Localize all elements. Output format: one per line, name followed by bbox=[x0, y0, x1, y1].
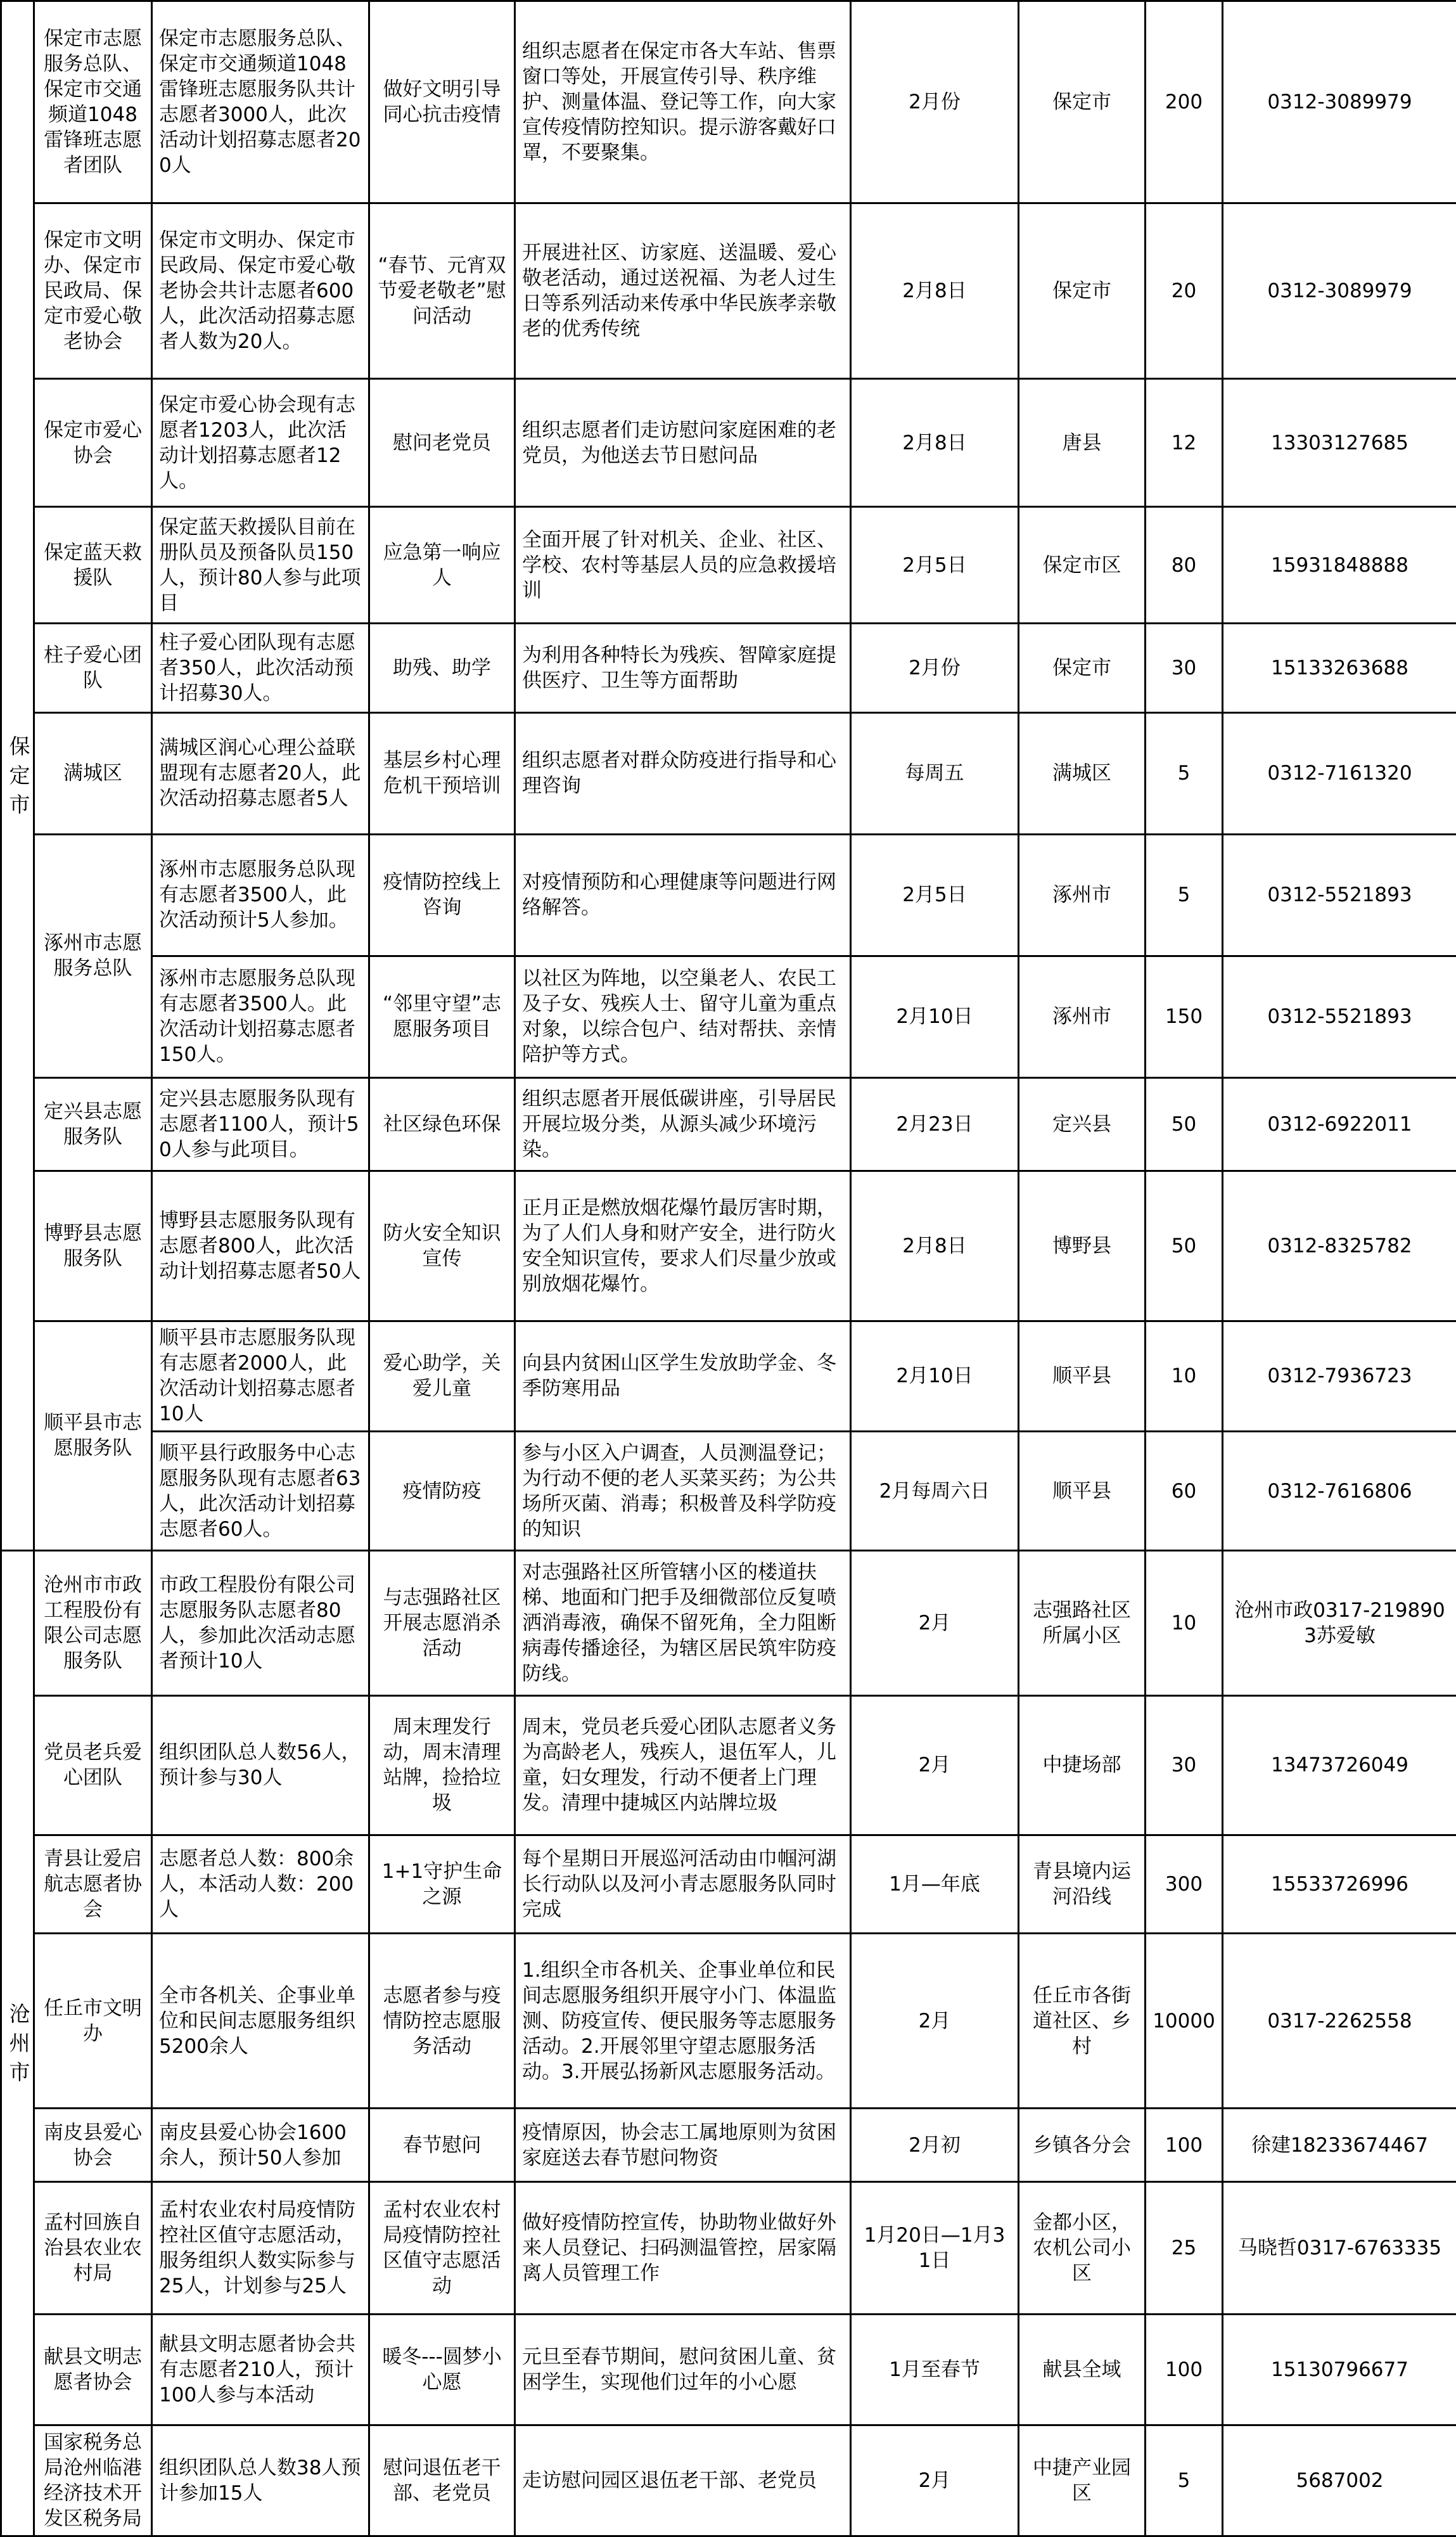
scale-cell: 保定蓝天救援队目前在册队员及预备队员150人，预计80人参与此项目 bbox=[152, 507, 369, 624]
scale-cell: 全市各机关、企事业单位和民间志愿服务组织5200余人 bbox=[152, 1934, 369, 2109]
table-row bbox=[1, 1432, 1456, 1551]
count-cell: 80 bbox=[1146, 507, 1223, 624]
table-row bbox=[1, 624, 1456, 713]
organization-cell: 定兴县志愿服务队 bbox=[34, 1077, 152, 1171]
place-cell: 献县全域 bbox=[1019, 2314, 1146, 2425]
place-cell: 涿州市 bbox=[1019, 956, 1146, 1077]
contact-cell: 0317-2262558 bbox=[1223, 1934, 1456, 2109]
scale-cell: 柱子爱心团队现有志愿者350人，此次活动预计招募30人。 bbox=[152, 624, 369, 713]
region-cell bbox=[1, 1, 34, 1551]
place-cell: 保定市区 bbox=[1019, 507, 1146, 624]
count-cell: 100 bbox=[1146, 2314, 1223, 2425]
project-cell: “邻里守望”志愿服务项目 bbox=[369, 956, 515, 1077]
count-cell: 20 bbox=[1146, 203, 1223, 379]
project-cell: 慰问退伍老干部、老党员 bbox=[369, 2425, 515, 2536]
place-cell: 涿州市 bbox=[1019, 834, 1146, 956]
place-cell: 乡镇各分会 bbox=[1019, 2109, 1146, 2182]
time-cell: 2月份 bbox=[851, 1, 1019, 203]
organization-cell: 南皮县爱心协会 bbox=[34, 2109, 152, 2182]
project-cell: 社区绿色环保 bbox=[369, 1077, 515, 1171]
time-cell: 2月每周六日 bbox=[851, 1432, 1019, 1551]
scale-cell: 涿州市志愿服务总队现有志愿者3500人。此次活动计划招募志愿者150人。 bbox=[152, 956, 369, 1077]
content-cell: 每个星期日开展巡河活动由巾帼河湖长行动队以及河小青志愿服务队同时完成 bbox=[515, 1835, 851, 1934]
project-cell: 孟村农业农村局疫情防控社区值守志愿活动 bbox=[369, 2182, 515, 2314]
contact-cell: 0312-5521893 bbox=[1223, 834, 1456, 956]
region-label: 保定市 bbox=[9, 734, 30, 817]
project-cell: 助残、助学 bbox=[369, 624, 515, 713]
time-cell: 2月 bbox=[851, 1695, 1019, 1835]
project-cell: 春节慰问 bbox=[369, 2109, 515, 2182]
place-cell: 志强路社区所属小区 bbox=[1019, 1551, 1146, 1696]
scale-cell: 组织团队总人数56人，预计参与30人 bbox=[152, 1695, 369, 1835]
table-row bbox=[1, 1171, 1456, 1321]
contact-cell: 0312-3089979 bbox=[1223, 1, 1456, 203]
organization-cell: 满城区 bbox=[34, 712, 152, 834]
organization-cell: 青县让爱启航志愿者协会 bbox=[34, 1835, 152, 1934]
organization-cell: 孟村回族自治县农业农村局 bbox=[34, 2182, 152, 2314]
project-cell: 疫情防控线上咨询 bbox=[369, 834, 515, 956]
place-cell: 金都小区，农机公司小区 bbox=[1019, 2182, 1146, 2314]
organization-cell: 国家税务总局沧州临港经济技术开发区税务局 bbox=[34, 2425, 152, 2536]
place-cell: 中捷产业园区 bbox=[1019, 2425, 1146, 2536]
time-cell: 2月10日 bbox=[851, 956, 1019, 1077]
content-cell: 参与小区入户调查，人员测温登记；为行动不便的老人买菜买药；为公共场所灭菌、消毒；积极普及科学防疫的知识 bbox=[515, 1432, 851, 1551]
scale-cell: 博野县志愿服务队现有志愿者800人，此次活动计划招募志愿者50人 bbox=[152, 1171, 369, 1321]
scale-cell: 南皮县爱心协会1600余人，预计50人参加 bbox=[152, 2109, 369, 2182]
contact-cell: 0312-7616806 bbox=[1223, 1432, 1456, 1551]
table-row bbox=[1, 507, 1456, 624]
organization-cell: 保定市爱心协会 bbox=[34, 379, 152, 507]
table-row bbox=[1, 2425, 1456, 2536]
time-cell: 1月至春节 bbox=[851, 2314, 1019, 2425]
time-cell: 2月 bbox=[851, 1934, 1019, 2109]
place-cell: 保定市 bbox=[1019, 1, 1146, 203]
place-cell: 博野县 bbox=[1019, 1171, 1146, 1321]
organization-cell: 献县文明志愿者协会 bbox=[34, 2314, 152, 2425]
count-cell: 30 bbox=[1146, 1695, 1223, 1835]
place-cell: 任丘市各街道社区、乡村 bbox=[1019, 1934, 1146, 2109]
place-cell: 中捷场部 bbox=[1019, 1695, 1146, 1835]
contact-cell: 15533726996 bbox=[1223, 1835, 1456, 1934]
organization-cell: 柱子爱心团队 bbox=[34, 624, 152, 713]
project-cell: 疫情防疫 bbox=[369, 1432, 515, 1551]
table-row bbox=[1, 2182, 1456, 2314]
project-cell: 暖冬---圆梦小心愿 bbox=[369, 2314, 515, 2425]
table-row bbox=[1, 1077, 1456, 1171]
content-cell: 组织志愿者对群众防疫进行指导和心理咨询 bbox=[515, 712, 851, 834]
contact-cell: 沧州市政0317-2198903苏爱敏 bbox=[1223, 1551, 1456, 1696]
scale-cell: 保定市文明办、保定市民政局、保定市爱心敬老协会共计志愿者600人，此次活动招募志愿者人数为20人。 bbox=[152, 203, 369, 379]
count-cell: 5 bbox=[1146, 2425, 1223, 2536]
contact-cell: 0312-6922011 bbox=[1223, 1077, 1456, 1171]
contact-cell: 15931848888 bbox=[1223, 507, 1456, 624]
project-cell: “春节、元宵双节爱老敬老”慰问活动 bbox=[369, 203, 515, 379]
count-cell: 10 bbox=[1146, 1321, 1223, 1432]
scale-cell: 志愿者总人数：800余人，本活动人数：200人 bbox=[152, 1835, 369, 1934]
content-cell: 开展进社区、访家庭、送温暖、爱心敬老活动，通过送祝福、为老人过生日等系列活动来传承中华民族孝亲敬老的优秀传统 bbox=[515, 203, 851, 379]
time-cell: 2月 bbox=[851, 2425, 1019, 2536]
table-row bbox=[1, 712, 1456, 834]
scale-cell: 献县文明志愿者协会共有志愿者210人，预计100人参与本活动 bbox=[152, 2314, 369, 2425]
table-body bbox=[1, 1, 1456, 2536]
organization-cell: 保定市文明办、保定市民政局、保定市爱心敬老协会 bbox=[34, 203, 152, 379]
time-cell: 2月初 bbox=[851, 2109, 1019, 2182]
scale-cell: 保定市志愿服务总队、保定市交通频道1048雷锋班志愿服务队共计志愿者3000人，此次活动计划招募志愿者200人 bbox=[152, 1, 369, 203]
time-cell: 2月 bbox=[851, 1551, 1019, 1696]
place-cell: 唐县 bbox=[1019, 379, 1146, 507]
content-cell: 以社区为阵地，以空巢老人、农民工及子女、残疾人士、留守儿童为重点对象，以综合包户、结对帮扶、亲情陪护等方式。 bbox=[515, 956, 851, 1077]
scale-cell: 涿州市志愿服务总队现有志愿者3500人，此次活动预计5人参加。 bbox=[152, 834, 369, 956]
table-row bbox=[1, 2109, 1456, 2182]
organization-cell: 顺平县市志愿服务队 bbox=[34, 1321, 152, 1550]
project-cell: 1+1守护生命之源 bbox=[369, 1835, 515, 1934]
contact-cell: 徐建18233674467 bbox=[1223, 2109, 1456, 2182]
place-cell: 保定市 bbox=[1019, 624, 1146, 713]
count-cell: 30 bbox=[1146, 624, 1223, 713]
content-cell: 向县内贫困山区学生发放助学金、冬季防寒用品 bbox=[515, 1321, 851, 1432]
count-cell: 12 bbox=[1146, 379, 1223, 507]
count-cell: 60 bbox=[1146, 1432, 1223, 1551]
table-row bbox=[1, 2314, 1456, 2425]
organization-cell: 保定蓝天救援队 bbox=[34, 507, 152, 624]
region-label: 沧州市 bbox=[9, 2001, 30, 2084]
organization-cell: 沧州市市政工程股份有限公司志愿服务队 bbox=[34, 1551, 152, 1696]
content-cell: 疫情原因，协会志工属地原则为贫困家庭送去春节慰问物资 bbox=[515, 2109, 851, 2182]
contact-cell: 5687002 bbox=[1223, 2425, 1456, 2536]
count-cell: 200 bbox=[1146, 1, 1223, 203]
project-cell: 防火安全知识宣传 bbox=[369, 1171, 515, 1321]
contact-cell: 0312-7161320 bbox=[1223, 712, 1456, 834]
organization-cell: 保定市志愿服务总队、保定市交通频道1048雷锋班志愿者团队 bbox=[34, 1, 152, 203]
scale-cell: 保定市爱心协会现有志愿者1203人，此次活动计划招募志愿者12人。 bbox=[152, 379, 369, 507]
place-cell: 满城区 bbox=[1019, 712, 1146, 834]
count-cell: 50 bbox=[1146, 1171, 1223, 1321]
contact-cell: 15130796677 bbox=[1223, 2314, 1456, 2425]
table-row bbox=[1, 956, 1456, 1077]
count-cell: 50 bbox=[1146, 1077, 1223, 1171]
content-cell: 正月正是燃放烟花爆竹最厉害时期，为了人们人身和财产安全，进行防火安全知识宣传，要求人们尽量少放或别放烟花爆竹。 bbox=[515, 1171, 851, 1321]
place-cell: 青县境内运河沿线 bbox=[1019, 1835, 1146, 1934]
time-cell: 2月23日 bbox=[851, 1077, 1019, 1171]
time-cell: 1月20日—1月31日 bbox=[851, 2182, 1019, 2314]
time-cell: 2月8日 bbox=[851, 1171, 1019, 1321]
place-cell: 定兴县 bbox=[1019, 1077, 1146, 1171]
count-cell: 5 bbox=[1146, 834, 1223, 956]
time-cell: 每周五 bbox=[851, 712, 1019, 834]
scale-cell: 满城区润心心理公益联盟现有志愿者20人，此次活动招募志愿者5人 bbox=[152, 712, 369, 834]
scale-cell: 孟村农业农村局疫情防控社区值守志愿活动，服务组织人数实际参与25人，计划参与25人 bbox=[152, 2182, 369, 2314]
content-cell: 走访慰问园区退伍老干部、老党员 bbox=[515, 2425, 851, 2536]
contact-cell: 0312-8325782 bbox=[1223, 1171, 1456, 1321]
scale-cell: 顺平县行政服务中心志愿服务队现有志愿者63人，此次活动计划招募志愿者60人。 bbox=[152, 1432, 369, 1551]
organization-cell: 博野县志愿服务队 bbox=[34, 1171, 152, 1321]
table-row bbox=[1, 379, 1456, 507]
time-cell: 2月5日 bbox=[851, 834, 1019, 956]
content-cell: 周末，党员老兵爱心团队志愿者义务为高龄老人，残疾人，退伍军人，儿童，妇女理发，行动不便者上门理发。清理中捷城区内站牌垃圾 bbox=[515, 1695, 851, 1835]
count-cell: 300 bbox=[1146, 1835, 1223, 1934]
count-cell: 25 bbox=[1146, 2182, 1223, 2314]
content-cell: 对志强路社区所管辖小区的楼道扶梯、地面和门把手及细微部位反复喷洒消毒液，确保不留死角，全力阻断病毒传播途径，为辖区居民筑牢防疫防线。 bbox=[515, 1551, 851, 1696]
region-cell bbox=[1, 1551, 34, 2536]
contact-cell: 0312-3089979 bbox=[1223, 203, 1456, 379]
scale-cell: 顺平县市志愿服务队现有志愿者2000人，此次活动计划招募志愿者10人 bbox=[152, 1321, 369, 1432]
count-cell: 10 bbox=[1146, 1551, 1223, 1696]
content-cell: 组织志愿者们走访慰问家庭困难的老党员，为他送去节日慰问品 bbox=[515, 379, 851, 507]
contact-cell: 13303127685 bbox=[1223, 379, 1456, 507]
content-cell: 组织志愿者在保定市各大车站、售票窗口等处，开展宣传引导、秩序维护、测量体温、登记等工作，向大家宣传疫情防控知识。提示游客戴好口罩，不要聚集。 bbox=[515, 1, 851, 203]
contact-cell: 13473726049 bbox=[1223, 1695, 1456, 1835]
time-cell: 2月10日 bbox=[851, 1321, 1019, 1432]
count-cell: 150 bbox=[1146, 956, 1223, 1077]
count-cell: 10000 bbox=[1146, 1934, 1223, 2109]
table-row bbox=[1, 1695, 1456, 1835]
table-row bbox=[1, 1321, 1456, 1432]
content-cell: 为利用各种特长为残疾、智障家庭提供医疗、卫生等方面帮助 bbox=[515, 624, 851, 713]
organization-cell: 涿州市志愿服务总队 bbox=[34, 834, 152, 1077]
place-cell: 顺平县 bbox=[1019, 1432, 1146, 1551]
time-cell: 2月5日 bbox=[851, 507, 1019, 624]
project-cell: 周末理发行动，周末清理站牌，捡拾垃圾 bbox=[369, 1695, 515, 1835]
project-cell: 基层乡村心理危机干预培训 bbox=[369, 712, 515, 834]
table-row bbox=[1, 834, 1456, 956]
contact-cell: 0312-7936723 bbox=[1223, 1321, 1456, 1432]
organization-cell: 党员老兵爱心团队 bbox=[34, 1695, 152, 1835]
place-cell: 保定市 bbox=[1019, 203, 1146, 379]
content-cell: 组织志愿者开展低碳讲座，引导居民开展垃圾分类，从源头减少环境污染。 bbox=[515, 1077, 851, 1171]
project-cell: 与志强路社区开展志愿消杀活动 bbox=[369, 1551, 515, 1696]
time-cell: 2月8日 bbox=[851, 203, 1019, 379]
table-row bbox=[1, 1551, 1456, 1696]
project-cell: 志愿者参与疫情防控志愿服务活动 bbox=[369, 1934, 515, 2109]
table-row bbox=[1, 1934, 1456, 2109]
content-cell: 对疫情预防和心理健康等问题进行网络解答。 bbox=[515, 834, 851, 956]
place-cell: 顺平县 bbox=[1019, 1321, 1146, 1432]
time-cell: 1月—年底 bbox=[851, 1835, 1019, 1934]
time-cell: 2月8日 bbox=[851, 379, 1019, 507]
organization-cell: 任丘市文明办 bbox=[34, 1934, 152, 2109]
content-cell: 元旦至春节期间，慰问贫困儿童、贫困学生，实现他们过年的小心愿 bbox=[515, 2314, 851, 2425]
count-cell: 100 bbox=[1146, 2109, 1223, 2182]
scale-cell: 市政工程股份有限公司志愿服务队志愿者80人，参加此次活动志愿者预计10人 bbox=[152, 1551, 369, 1696]
project-cell: 慰问老党员 bbox=[369, 379, 515, 507]
contact-cell: 0312-5521893 bbox=[1223, 956, 1456, 1077]
scale-cell: 定兴县志愿服务队现有志愿者1100人，预计50人参与此项目。 bbox=[152, 1077, 369, 1171]
content-cell: 1.组织全市各机关、企事业单位和民间志愿服务组织开展守小门、体温监测、防疫宣传、便民服务等志愿服务活动。2.开展邻里守望志愿服务活动。3.开展弘扬新风志愿服务活动。 bbox=[515, 1934, 851, 2109]
table-row bbox=[1, 1, 1456, 203]
table-row bbox=[1, 203, 1456, 379]
count-cell: 5 bbox=[1146, 712, 1223, 834]
project-cell: 爱心助学，关爱儿童 bbox=[369, 1321, 515, 1432]
project-cell: 做好文明引导 同心抗击疫情 bbox=[369, 1, 515, 203]
contact-cell: 马晓哲0317-6763335 bbox=[1223, 2182, 1456, 2314]
time-cell: 2月份 bbox=[851, 624, 1019, 713]
table-row bbox=[1, 1835, 1456, 1934]
content-cell: 全面开展了针对机关、企业、社区、学校、农村等基层人员的应急救援培训 bbox=[515, 507, 851, 624]
project-cell: 应急第一响应人 bbox=[369, 507, 515, 624]
content-cell: 做好疫情防控宣传，协助物业做好外来人员登记、扫码测温管控，居家隔离人员管理工作 bbox=[515, 2182, 851, 2314]
contact-cell: 15133263688 bbox=[1223, 624, 1456, 713]
scale-cell: 组织团队总人数38人预计参加15人 bbox=[152, 2425, 369, 2536]
